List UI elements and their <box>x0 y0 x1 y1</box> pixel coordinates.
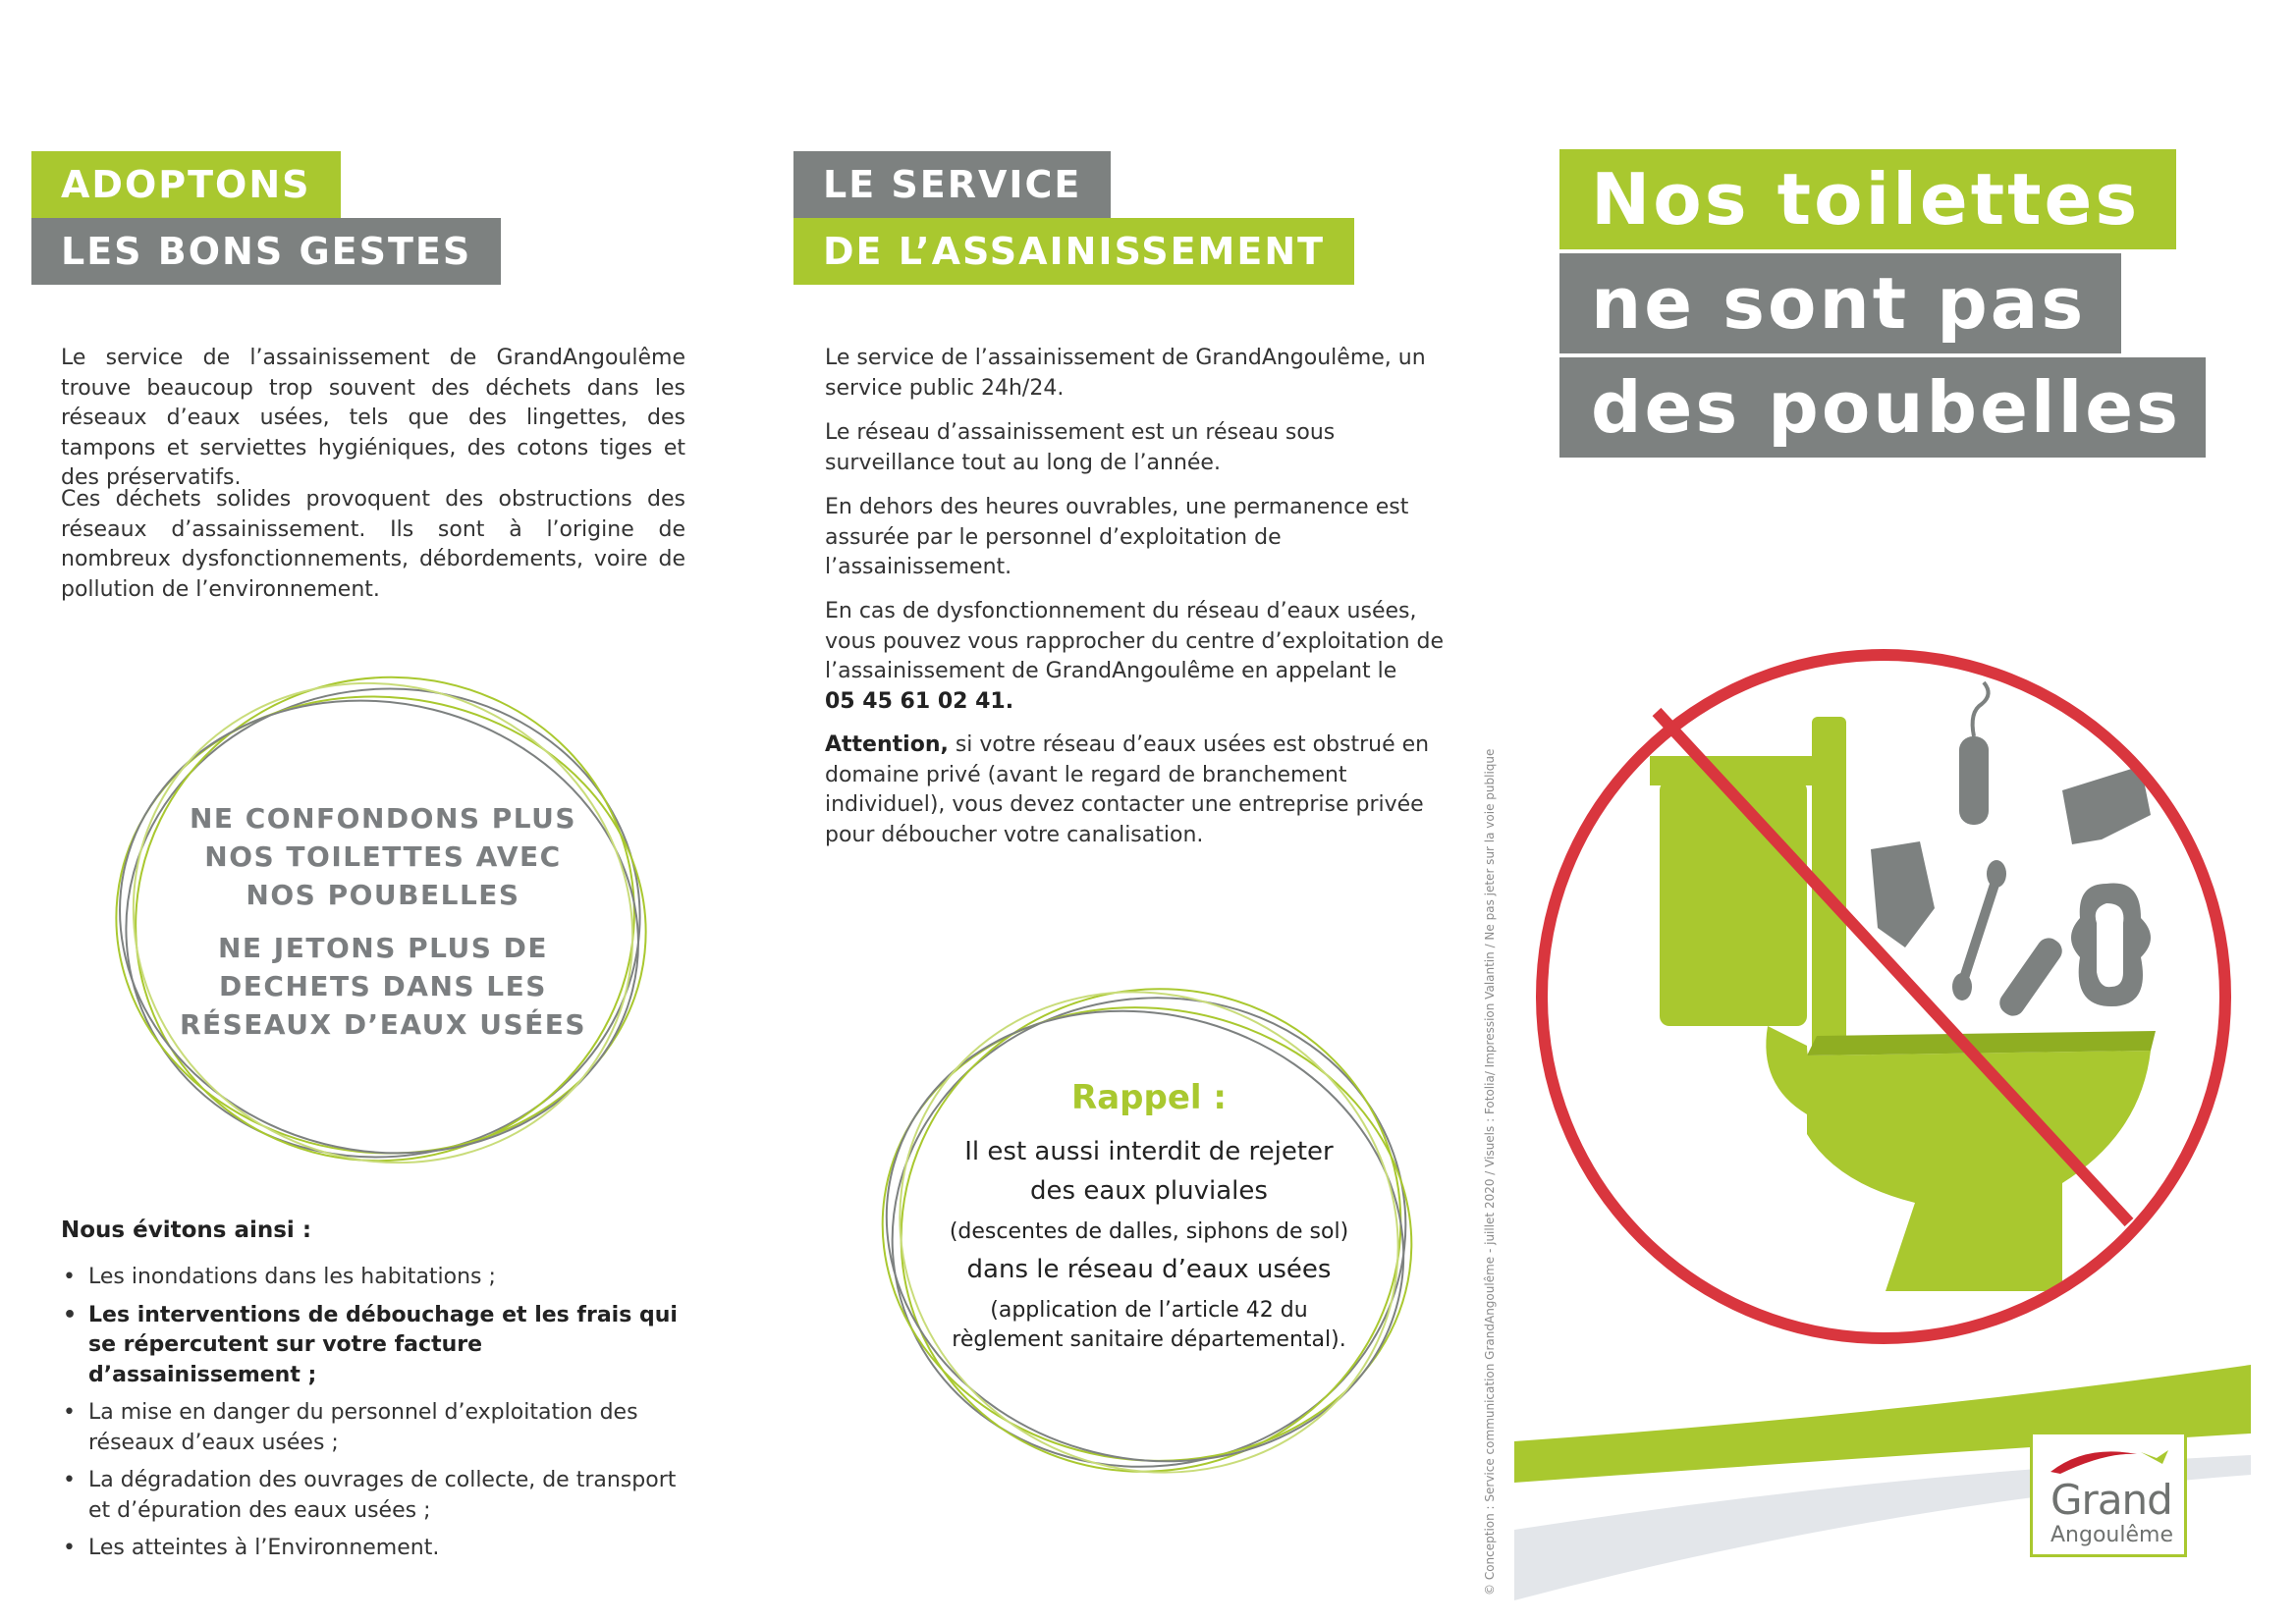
service-paragraph-2: Le réseau d’assainissement est un réseau sous surveillance tout au long de l’année. <box>825 420 1336 475</box>
tampon-icon-2 <box>1995 934 2067 1021</box>
list-item: • Les atteintes à l’Environnement. <box>61 1534 689 1564</box>
cotton-swab-tip-icon-2 <box>1952 973 1972 1001</box>
sanitary-pad-icon <box>2071 883 2151 1006</box>
phone-number: 05 45 61 02 41. <box>825 689 1014 714</box>
service-paragraph-3: En dehors des heures ouvrables, une permanence est assurée par le personnel d’exploitation de l’assainissement. <box>825 495 1409 579</box>
benefits-list <box>61 1263 689 1572</box>
circle-message-2: NE JETONS PLUS DE DECHETS DANS LES RÉSEAUX D’EAUX USÉES <box>179 932 587 1041</box>
service-paragraph-5 <box>825 730 1453 850</box>
credit-text: © Conception : Service communication GrandAngoulême - juillet 2020 / Visuels : Fotolia/ Impression Valantin / Ne pas jeter sur la voie publique <box>1483 748 1497 1596</box>
attention-label: Attention, <box>825 732 949 757</box>
title-line-1: Nos toilettes <box>1559 149 2176 249</box>
list-item: • La dégradation des ouvrages de collecte, de transport et d’épuration des eaux usées ; <box>61 1466 689 1526</box>
heading-le-service: LE SERVICE <box>793 151 1111 218</box>
heading-assainissement: DE L’ASSAINISSEMENT <box>793 218 1354 285</box>
cotton-swab-tip-icon <box>1987 860 2006 888</box>
rappel-line-4: dans le réseau d’eaux usées <box>966 1255 1332 1284</box>
rappel-line-1: Il est aussi interdit de rejeter <box>964 1137 1334 1166</box>
tampon-icon <box>1959 736 1989 825</box>
service-paragraph-1: Le service de l’assainissement de GrandAngoulême, un service public 24h/24. <box>825 346 1426 401</box>
list-item: • Les inondations dans les habitations ; <box>61 1263 689 1293</box>
toilet-tank-lid <box>1650 756 1827 785</box>
heading-bons-gestes: LES BONS GESTES <box>31 218 501 285</box>
cotton-swab-icon <box>1957 880 2000 986</box>
rappel-line-2: des eaux pluviales <box>1030 1176 1268 1206</box>
tampon-string-icon <box>1973 682 1989 736</box>
logo-grand-text: Grand <box>2050 1476 2172 1524</box>
rappel-line-5: (application de l’article 42 du <box>990 1298 1308 1323</box>
toilet-tank <box>1660 781 1807 1026</box>
decorative-rings-1 <box>98 648 668 1198</box>
list-item: • La mise en danger du personnel d’exploitation des réseaux d’eaux usées ; <box>61 1398 689 1458</box>
attention-text: si votre réseau d’eaux usées est obstrué en domaine privé (avant le regard de branchement individuel), vous devez contacter une entreprise privée pour déboucher votre canalisation. <box>825 732 1430 847</box>
rappel-line-6: règlement sanitaire départemental). <box>952 1327 1346 1352</box>
wipe-icon-2 <box>1871 841 1935 947</box>
title-line-2: ne sont pas <box>1559 253 2121 353</box>
rappel-line-3: (descentes de dalles, siphons de sol) <box>949 1219 1349 1244</box>
intro-paragraph-2: Ces déchets solides provoquent des obstructions des réseaux d’assainissement. Ils sont à l’origine de nombreux dysfonctionnements, débordements, voire de pollution de l’environnement. <box>61 487 685 602</box>
service-paragraph-4: En cas de dysfonctionnement du réseau d’eaux usées, vous pouvez vous rapprocher du centre d’exploitation de l’assainissement de GrandAngoulême en appelant le <box>825 599 1445 683</box>
wipe-icon <box>2062 766 2151 844</box>
circle-message-1: NE CONFONDONS PLUS NOS TOILETTES AVEC NOS POUBELLES <box>189 802 577 911</box>
title-line-3: des poubelles <box>1559 357 2206 458</box>
heading-adoptons: ADOPTONS <box>31 151 341 218</box>
list-item: • Les interventions de débouchage et les frais qui se répercutent sur votre facture d’assainissement ; <box>61 1301 689 1391</box>
intro-paragraph-1: Le service de l’assainissement de GrandAngoulême trouve beaucoup trop souvent des déchets dans les réseaux d’eaux usées, tels que des lingettes, des tampons et serviettes hygiéniques, des cotons tiges et des préservatifs. <box>61 346 685 490</box>
no-waste-toilet-illustration <box>1512 584 2288 1360</box>
rappel-title: Rappel : <box>1071 1078 1227 1117</box>
logo-angouleme-text: Angoulême <box>2050 1523 2173 1547</box>
logo-swoosh-icon <box>2047 1446 2174 1476</box>
list-title: Nous évitons ainsi : <box>61 1217 312 1243</box>
grandangouleme-logo <box>2030 1432 2187 1557</box>
